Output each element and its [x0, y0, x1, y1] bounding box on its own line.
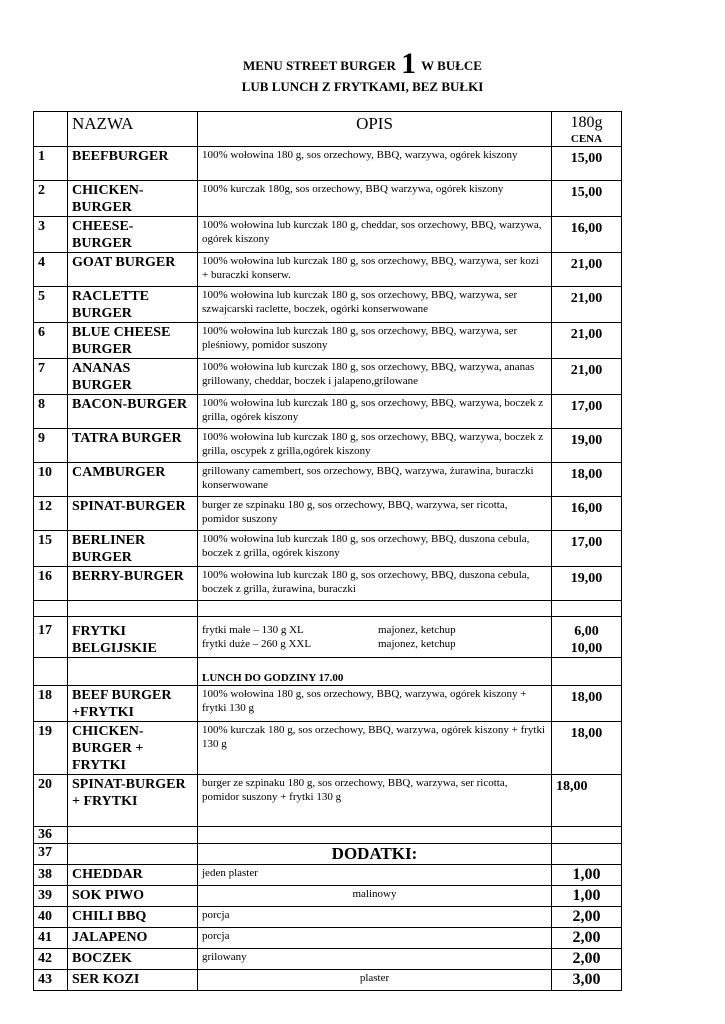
row-description: 100% wołowina lub kurczak 180 g, sos orzechowy, BBQ, warzywa, boczek z grilla, ogórek kiszony: [198, 395, 552, 429]
row-number: 7: [34, 359, 68, 395]
row-number: 10: [34, 463, 68, 497]
row-name: CHICKEN-BURGER + FRYTKI: [68, 722, 198, 775]
fries-large-price: 10,00: [570, 641, 603, 656]
row-description: 100% wołowina lub kurczak 180 g, sos orzechowy, BBQ, duszona cebula, boczek z grilla, ogórek kiszony: [198, 531, 552, 567]
row-description: malinowy: [198, 886, 552, 907]
table-row: [34, 531, 622, 567]
title-text-after: W BUŁCE: [421, 58, 482, 73]
row-price: 2,00: [552, 949, 622, 970]
fries-small: frytki małe – 130 g XL: [202, 624, 304, 636]
lunch-label-row: [34, 658, 622, 686]
row-number: 42: [34, 949, 68, 970]
row-description: 100% wołowina lub kurczak 180 g, sos orzechowy, BBQ, warzywa, ananas grillowany, cheddar, boczek i jalapeno,grilowane: [198, 359, 552, 395]
row-price: 19,00: [552, 567, 622, 601]
table-row: [34, 253, 622, 287]
empty-cell: [198, 601, 552, 617]
header-price: CENA: [570, 133, 603, 145]
row-description: 100% wołowina lub kurczak 180 g, sos orzechowy, BBQ, warzywa, boczek z grilla, oscypek z grilla,ogórek kiszony: [198, 429, 552, 463]
empty-cell: [68, 601, 198, 617]
row-name: BERLINER BURGER: [68, 531, 198, 567]
row-price: 18,00: [552, 686, 622, 722]
row-name: BEEF BURGER +FRYTKI: [68, 686, 198, 722]
row-price: 16,00: [552, 217, 622, 253]
row-price: 19,00: [552, 429, 622, 463]
row-price: 18,00: [552, 722, 622, 775]
fries-price-cell: [552, 617, 622, 658]
dodatki-heading: DODATKI:: [198, 844, 552, 865]
row-name: CHEESE-BURGER: [68, 217, 198, 253]
table-row: [34, 886, 622, 907]
lunch-label: LUNCH DO GODZINY 17.00: [198, 658, 552, 686]
table-row: [34, 429, 622, 463]
table-row: [34, 181, 622, 217]
row-description: 100% wołowina 180 g, sos orzechowy, BBQ, warzywa, ogórek kiszony + frytki 130 g: [198, 686, 552, 722]
row-name: SPINAT-BURGER + FRYTKI: [68, 775, 198, 827]
row-name: CHICKEN-BURGER: [68, 181, 198, 217]
row-price: 16,00: [552, 497, 622, 531]
row-price: 1,00: [552, 886, 622, 907]
menu-title-line2: LUB LUNCH Z FRYTKAMI, BEZ BUŁKI: [241, 79, 484, 94]
table-row: [34, 287, 622, 323]
row-description: 100% wołowina lub kurczak 180 g, sos orzechowy, BBQ, duszona cebula, boczek z grilla, żurawina, buraczki: [198, 567, 552, 601]
table-row: [34, 907, 622, 928]
row-name: JALAPENO: [68, 928, 198, 949]
row-number: 37: [34, 844, 68, 865]
table-row: [34, 217, 622, 253]
empty-cell: [34, 601, 68, 617]
fries-small-price: 6,00: [574, 624, 599, 639]
row-name: ANANAS BURGER: [68, 359, 198, 395]
table-row: [34, 949, 622, 970]
row-description: 100% wołowina lub kurczak 180 g, sos orzechowy, BBQ, warzywa, ser kozi + buraczki konserw.: [198, 253, 552, 287]
row-name: BOCZEK: [68, 949, 198, 970]
row-price: 15,00: [552, 147, 622, 181]
row-name: SER KOZI: [68, 970, 198, 991]
row-price: 15,00: [552, 181, 622, 217]
table-row: [34, 359, 622, 395]
row-number: 43: [34, 970, 68, 991]
row-name: SOK PIWO: [68, 886, 198, 907]
row-number: 2: [34, 181, 68, 217]
row-number: 20: [34, 775, 68, 827]
row-price: 21,00: [552, 287, 622, 323]
row-number: 41: [34, 928, 68, 949]
empty-cell: [68, 844, 198, 865]
table-row: [34, 865, 622, 886]
empty-cell: [68, 658, 198, 686]
title-text-before: MENU STREET BURGER: [243, 58, 396, 73]
table-row: [34, 970, 622, 991]
empty-cell: [34, 658, 68, 686]
row-name: SPINAT-BURGER: [68, 497, 198, 531]
header-name: NAZWA: [68, 112, 198, 147]
row-description: burger ze szpinaku 180 g, sos orzechowy, BBQ, warzywa, ser ricotta, pomidor suszony: [198, 497, 552, 531]
header-price-cell: [552, 112, 622, 147]
empty-cell: [552, 827, 622, 844]
table-row: [34, 827, 622, 844]
row-number: 1: [34, 147, 68, 181]
row-price: 1,00: [552, 865, 622, 886]
empty-cell: [552, 658, 622, 686]
row-name: BLUE CHEESE BURGER: [68, 323, 198, 359]
fries-large-sauce: majonez, ketchup: [378, 638, 456, 650]
row-description: 100% kurczak 180g, sos orzechowy, BBQ warzywa, ogórek kiszony: [198, 181, 552, 217]
row-price: 21,00: [552, 323, 622, 359]
row-name: GOAT BURGER: [68, 253, 198, 287]
row-number: 16: [34, 567, 68, 601]
row-number: 3: [34, 217, 68, 253]
header-number-cell: [34, 112, 68, 147]
row-price: 21,00: [552, 253, 622, 287]
table-row: [34, 395, 622, 429]
table-row: [34, 567, 622, 601]
row-number: 18: [34, 686, 68, 722]
fries-small-line: [202, 623, 547, 637]
row-number: 9: [34, 429, 68, 463]
row-price: 18,00: [552, 463, 622, 497]
table-row: [34, 497, 622, 531]
row-number: 15: [34, 531, 68, 567]
row-price: 3,00: [552, 970, 622, 991]
row-price: 21,00: [552, 359, 622, 395]
empty-cell: [552, 601, 622, 617]
row-description: burger ze szpinaku 180 g, sos orzechowy, BBQ, warzywa, ser ricotta, pomidor suszony + frytki 130 g: [198, 775, 552, 827]
row-number: 8: [34, 395, 68, 429]
row-number: 6: [34, 323, 68, 359]
row-description: plaster: [198, 970, 552, 991]
header-weight: 180g: [570, 114, 603, 131]
row-name: CHEDDAR: [68, 865, 198, 886]
row-description: 100% wołowina lub kurczak 180 g, sos orzechowy, BBQ, warzywa, ser pleśniowy, pomidor suszony: [198, 323, 552, 359]
row-number: 12: [34, 497, 68, 531]
row-description: 100% wołowina 180 g, sos orzechowy, BBQ, warzywa, ogórek kiszony: [198, 147, 552, 181]
row-description: 100% wołowina lub kurczak 180 g, sos orzechowy, BBQ, warzywa, ser szwajcarski raclette, boczek, ogórki konserwowane: [198, 287, 552, 323]
row-price: 17,00: [552, 395, 622, 429]
table-row: [34, 147, 622, 181]
fries-small-sauce: majonez, ketchup: [378, 624, 456, 636]
spacer-row: [34, 601, 622, 617]
row-number: 17: [34, 617, 68, 658]
row-name: FRYTKI BELGIJSKIE: [68, 617, 198, 658]
empty-cell: [68, 827, 198, 844]
menu-table: [33, 111, 622, 991]
row-price: 2,00: [552, 907, 622, 928]
row-description: jeden plaster: [198, 865, 552, 886]
row-name: CAMBURGER: [68, 463, 198, 497]
dodatki-row: [34, 844, 622, 865]
fries-large: frytki duże – 260 g XXL: [202, 638, 312, 650]
menu-title-line1: [0, 47, 725, 80]
row-price: 18,00: [552, 775, 622, 827]
row-price: 2,00: [552, 928, 622, 949]
row-name: BERRY-BURGER: [68, 567, 198, 601]
row-description: porcja: [198, 907, 552, 928]
fries-large-line: [202, 637, 547, 651]
row-description: porcja: [198, 928, 552, 949]
row-name: CHILI BBQ: [68, 907, 198, 928]
empty-cell: [552, 844, 622, 865]
table-row: [34, 323, 622, 359]
row-number: 19: [34, 722, 68, 775]
table-header-row: [34, 112, 622, 147]
header-description: OPIS: [198, 112, 552, 147]
row-description: grilowany: [198, 949, 552, 970]
fries-description: [198, 617, 552, 658]
row-name: TATRA BURGER: [68, 429, 198, 463]
row-number: 39: [34, 886, 68, 907]
table-row: [34, 722, 622, 775]
row-price: 17,00: [552, 531, 622, 567]
table-row: [34, 775, 622, 827]
row-description: grillowany camembert, sos orzechowy, BBQ, warzywa, żurawina, buraczki konserwowane: [198, 463, 552, 497]
empty-cell: [198, 827, 552, 844]
table-row: [34, 686, 622, 722]
row-name: BEEFBURGER: [68, 147, 198, 181]
row-name: RACLETTE BURGER: [68, 287, 198, 323]
table-row: [34, 463, 622, 497]
row-number: 4: [34, 253, 68, 287]
title-number: 1: [401, 47, 417, 80]
row-description: 100% kurczak 180 g, sos orzechowy, BBQ, warzywa, ogórek kiszony + frytki 130 g: [198, 722, 552, 775]
table-row: [34, 928, 622, 949]
row-number: 5: [34, 287, 68, 323]
row-description: 100% wołowina lub kurczak 180 g, cheddar, sos orzechowy, BBQ, warzywa, ogórek kiszony: [198, 217, 552, 253]
row-number: 36: [34, 827, 68, 844]
row-number: 38: [34, 865, 68, 886]
fries-row: [34, 617, 622, 658]
row-number: 40: [34, 907, 68, 928]
row-name: BACON-BURGER: [68, 395, 198, 429]
